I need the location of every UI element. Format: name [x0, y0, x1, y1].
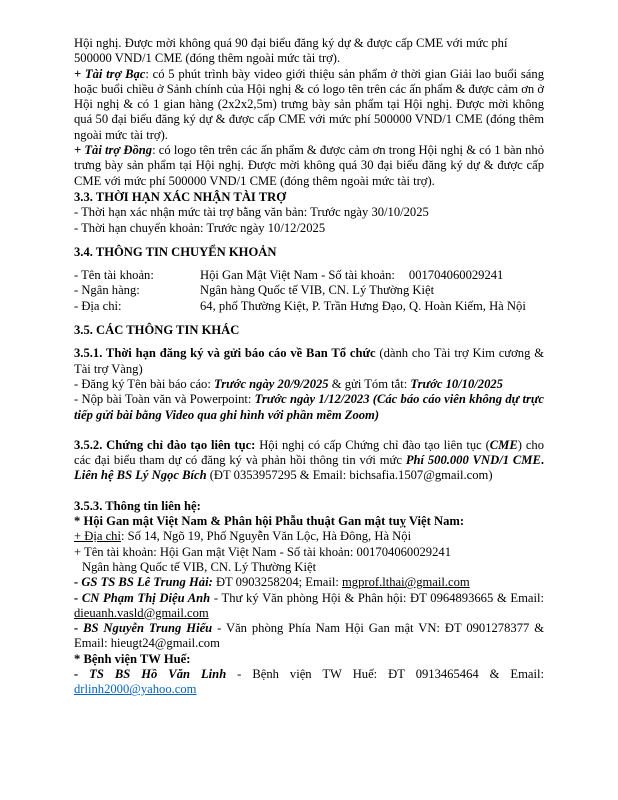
text-span: - Nộp bài Toàn văn và Powerpoint: — [74, 392, 255, 407]
text-span: - Đăng ký Tên bài báo cáo: — [74, 376, 215, 391]
bank-row-account — [74, 268, 544, 283]
cme-fee: Phí 500.000 VND/1 CME — [405, 453, 541, 468]
sponsor-bronze-text: : có logo tên trên các ấn phẩm & được cảm ơn trong Hội nghị & có 1 bàn nhỏ trưng bày sản phẩm tại Hội nghị. Được mời không quá 30 đại biểu đăng ký dự & được cấp CME với mức phí 500000 VND/1 CME (đóng thêm ngoài mức tài trợ). — [74, 143, 544, 188]
sponsor-gold-continued — [74, 36, 544, 67]
text-span: & gửi Tóm tắt: — [328, 376, 411, 391]
section-3-5-1-title: 3.5.1. Thời hạn đăng ký và gửi báo cáo về Ban Tổ chức — [74, 346, 376, 361]
sponsor-silver-label: + Tài trợ Bạc — [74, 66, 146, 81]
text-span: . — [540, 453, 544, 468]
text-span: ĐT 0903258204; Email: — [212, 575, 342, 590]
submit-deadline — [74, 392, 544, 423]
section-3-5-2-title: 3.5.2. Chứng chỉ đào tạo liên tục: — [74, 437, 256, 452]
email-link[interactable]: mgprof.lthai@gmail.com — [342, 575, 470, 590]
org-title: * Hội Gan mật Việt Nam & Phân hội Phẫu thuật Gan mật tuỵ Việt Nam: — [74, 514, 465, 529]
deadline-confirm: - Thời hạn xác nhận mức tài trợ bằng văn bản: Trước ngày 30/10/2025 — [74, 205, 429, 220]
sponsor-bronze-label: + Tài trợ Đồng — [74, 143, 153, 158]
text-span: CME — [489, 437, 518, 452]
org-address — [74, 529, 544, 544]
contact-name: - GS TS BS Lê Trung Hải: — [74, 575, 213, 590]
section-3-5-3-title: 3.5.3. Thông tin liên hệ: — [74, 498, 201, 513]
deadline-date: Trước ngày 1/12/2023 (Các báo cáo viên không dự trực tiếp gửi bài bằng Video qua ghi hình với phần mềm Zoom) — [74, 392, 544, 422]
section-3-5-heading: 3.5. CÁC THÔNG TIN KHÁC — [74, 323, 240, 338]
contact-4 — [74, 667, 544, 698]
bank-row-address — [74, 299, 544, 314]
section-3-5-1 — [74, 346, 544, 377]
contact-name: - BS Nguyễn Trung Hiếu — [74, 621, 213, 636]
bank-label: - Tên tài khoản: — [74, 268, 154, 283]
contact-name: Liên hệ BS Lý Ngọc Bích — [74, 468, 207, 483]
text-line: Hội nghị. Được mời không quá 90 đại biểu đăng ký dự & được cấp CME với mức phí — [74, 36, 508, 50]
contact-name: - TS BS Hồ Văn Linh — [74, 666, 227, 681]
contact-1 — [74, 575, 544, 590]
text-line: 500000 VND/1 CME (đóng thêm ngoài mức tài trợ). — [74, 51, 341, 66]
register-deadline — [74, 377, 544, 392]
section-3-3-heading: 3.3. THỜI HẠN XÁC NHẬN TÀI TRỢ — [74, 189, 287, 204]
text-span: Hội nghị có cấp Chứng chỉ đào tạo liên tục ( — [255, 437, 490, 452]
address-text: : Số 14, Ngõ 19, Phố Nguyễn Văn Lộc, Hà Đông, Hà Nội — [120, 529, 412, 544]
org-bank: Ngân hàng Quốc tế VIB, CN. Lý Thường Kiệt — [82, 559, 317, 574]
contact-name: - CN Phạm Thị Diệu Anh — [74, 590, 211, 605]
text-span: - Bệnh viện TW Huế: ĐT 0913465464 & Email: — [226, 666, 544, 681]
sponsor-silver — [74, 67, 544, 143]
email-link[interactable]: drlinh2000@yahoo.com — [74, 682, 197, 697]
hue-hospital-title: * Bệnh viện TW Huế: — [74, 651, 191, 666]
contact-2 — [74, 591, 544, 622]
deadline-transfer: - Thời hạn chuyển khoản: Trước ngày 10/12/2025 — [74, 220, 326, 235]
bank-value: Hội Gan Mật Việt Nam - Số tài khoản: — [200, 268, 395, 283]
bank-value: Ngân hàng Quốc tế VIB, CN. Lý Thường Kiệt — [200, 283, 435, 298]
sponsor-bronze — [74, 143, 544, 189]
deadline-date: Trước ngày 20/9/2025 — [214, 376, 329, 391]
org-account: + Tên tài khoản: Hội Gan mật Việt Nam - Số tài khoản: 001704060029241 — [74, 544, 451, 559]
address-label: + Địa chỉ — [74, 529, 121, 544]
deadline-date: Trước 10/10/2025 — [410, 376, 503, 391]
section-3-4-heading: 3.4. THÔNG TIN CHUYỂN KHOẢN — [74, 244, 277, 259]
contact-3 — [74, 621, 544, 652]
text-span: ) cho các đại biểu tham dự có đăng ký và phản hồi thông tin với mức — [74, 437, 544, 468]
email-link[interactable]: dieuanh.vasld@gmail.com — [74, 605, 209, 620]
bank-value: 64, phố Thường Kiệt, P. Trần Hưng Đạo, Q. Hoàn Kiếm, Hà Nội — [200, 298, 526, 313]
bank-label: - Ngân hàng: — [74, 283, 140, 298]
bank-label: - Địa chỉ: — [74, 298, 122, 313]
text-span: - Thư ký Văn phòng Hội & Phân hội: ĐT 0964893665 & Email: — [210, 590, 544, 605]
bank-row-bank — [74, 283, 544, 298]
section-3-5-1-note: (dành cho Tài trợ Kim cương & Tài trợ Vàng) — [74, 346, 544, 376]
account-number: 001704060029241 — [408, 268, 504, 283]
sponsor-silver-text: : có 5 phút trình bày video giới thiệu sản phẩm ở thời gian Giải lao buổi sáng hoặc buổi chiều ở Sảnh chính của Hội nghị & có logo tên trên các ấn phẩm & được cảm ơn ở Hội nghị & có 1 gian hàng (2x2x2,5m) trưng bày sản phẩm tại Hội nghị. Được mời không quá 50 đại biểu đăng ký dự & được cấp CME với mức phí 500000 VND/1 CME (đóng thêm ngoài mức tài trợ). — [74, 66, 544, 142]
text-span: - Văn phòng Phía Nam Hội Gan mật VN: ĐT 0901278377 & Email: hieugt24@gmail.com — [74, 621, 545, 651]
section-3-5-2 — [74, 438, 544, 484]
text-span: (ĐT 0353957295 & Email: bichsafia.1507@gmail.com) — [206, 468, 493, 483]
